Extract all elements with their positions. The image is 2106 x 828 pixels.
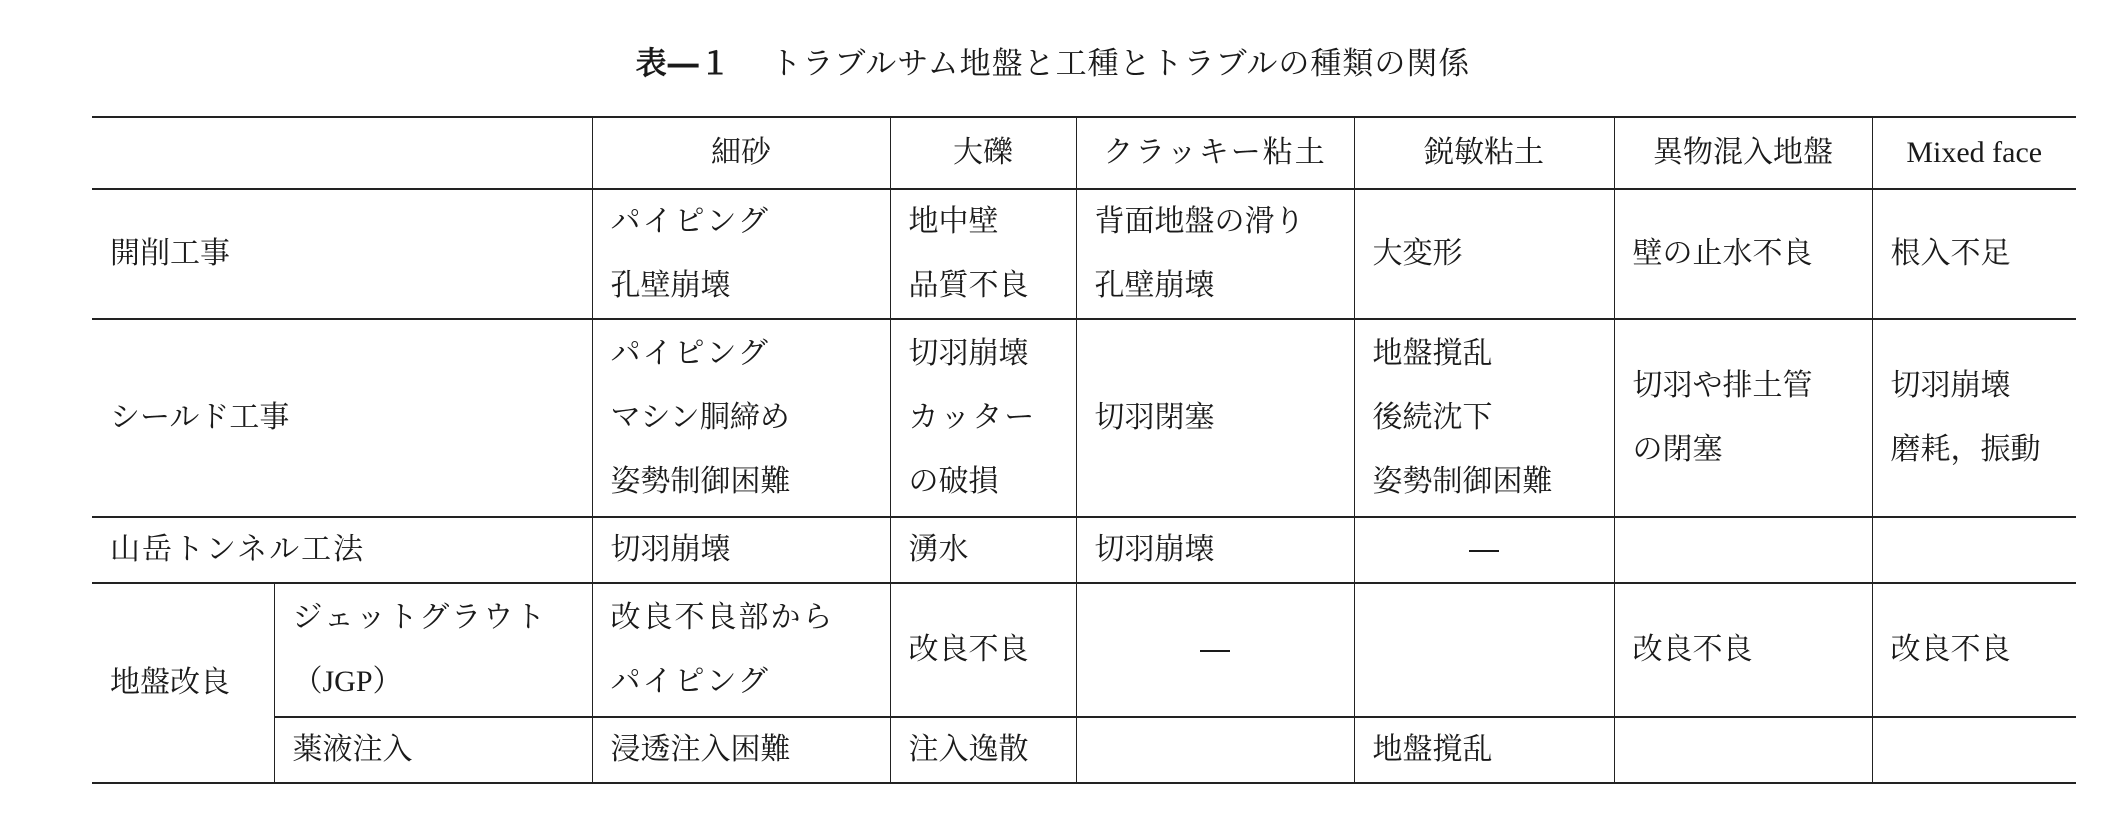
table-cell: 改良不良部から パイピング — [592, 583, 890, 717]
table-cell: 地盤撹乱 後続沈下 姿勢制御困難 — [1354, 319, 1614, 517]
table-cell: 壁の止水不良 — [1614, 189, 1872, 319]
table-cell — [1614, 517, 1872, 583]
table-cell: 改良不良 — [890, 583, 1076, 717]
table-title: トラブルサム地盤と工種とトラブルの種類の関係 — [770, 46, 1471, 82]
col-header-mixed-face: Mixed face — [1872, 117, 2076, 189]
table-cell: 地中壁 品質不良 — [890, 189, 1076, 319]
table-cell — [1614, 717, 1872, 783]
table-cell: 背面地盤の滑り 孔壁崩壊 — [1076, 189, 1354, 319]
trouble-table — [92, 116, 2076, 784]
table-number: 表―１ — [635, 46, 732, 82]
table-cell: 地盤撹乱 — [1354, 717, 1614, 783]
table-cell: 切羽崩壊 — [1076, 517, 1354, 583]
table-cell: 改良不良 — [1872, 583, 2076, 717]
table-row-shield — [92, 319, 2076, 517]
col-header-foreign-matter-ground: 異物混入地盤 — [1614, 117, 1872, 189]
row-label-tunnel: 山岳トンネル工法 — [92, 517, 592, 583]
table-cell: 湧水 — [890, 517, 1076, 583]
table-cell — [1872, 717, 2076, 783]
row-label-kaisaku: 開削工事 — [92, 189, 592, 319]
table-cell: パイピング 孔壁崩壊 — [592, 189, 890, 319]
table-cell — [1354, 583, 1614, 717]
table-cell: パイピング マシン胴締め 姿勢制御困難 — [592, 319, 890, 517]
row-group-label-kairyo: 地盤改良 — [92, 583, 274, 783]
col-header-crackey-clay: クラッキー粘土 — [1076, 117, 1354, 189]
table-cell: 注入逸散 — [890, 717, 1076, 783]
table-cell — [1872, 517, 2076, 583]
header-corner-cell — [92, 117, 592, 189]
table-cell: ― — [1076, 583, 1354, 717]
col-header-sensitive-clay: 鋭敏粘土 — [1354, 117, 1614, 189]
table-caption — [0, 38, 2106, 83]
row-label-yakueki: 薬液注入 — [274, 717, 592, 783]
row-label-shield: シールド工事 — [92, 319, 592, 517]
table-cell: 大変形 — [1354, 189, 1614, 319]
col-header-saiza: 細砂 — [592, 117, 890, 189]
row-label-jgp: ジェットグラウト （JGP） — [274, 583, 592, 717]
table-cell: ― — [1354, 517, 1614, 583]
col-header-tairekki: 大礫 — [890, 117, 1076, 189]
table-cell: 切羽崩壊 カッター の破損 — [890, 319, 1076, 517]
table-row-kaisaku — [92, 189, 2076, 319]
table-cell: 根入不足 — [1872, 189, 2076, 319]
table-cell: 切羽や排土管 の閉塞 — [1614, 319, 1872, 517]
table-cell: 浸透注入困難 — [592, 717, 890, 783]
table-row-tunnel — [92, 517, 2076, 583]
header-row — [92, 117, 2076, 189]
table-cell: 切羽崩壊 磨耗，振動 — [1872, 319, 2076, 517]
table-cell — [1076, 717, 1354, 783]
table-cell: 切羽閉塞 — [1076, 319, 1354, 517]
table-row-jgp — [92, 583, 2076, 717]
table-cell: 切羽崩壊 — [592, 517, 890, 583]
table-row-yakueki — [92, 717, 2076, 783]
table-cell: 改良不良 — [1614, 583, 1872, 717]
